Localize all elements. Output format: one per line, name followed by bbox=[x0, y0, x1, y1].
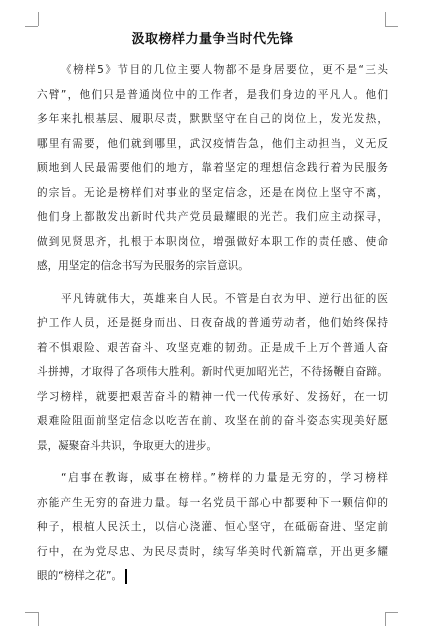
text-line: 做到见贤思齐，扎根于本职岗位，增强做好本职工作的责任感、使命 bbox=[37, 235, 388, 248]
text-line: “启事在教诲，威事在榜样。”榜样的力量是无穷的，学习榜样 bbox=[61, 472, 388, 484]
text-line: 景，凝聚奋斗共识，争取更大的进步。 bbox=[37, 439, 218, 452]
paragraph-3 bbox=[37, 466, 388, 589]
text-cursor bbox=[125, 569, 127, 584]
corner-mark-bottom-left-v bbox=[38, 612, 39, 626]
text-line-content: 眼的“榜样之花”。 bbox=[37, 570, 123, 582]
text-line: 多年来扎根基层、履职尽责，默默坚守在自己的岗位上，发光发热， bbox=[37, 113, 388, 125]
text-line: 种子，根植人民沃土，以信心浇灌、恒心坚守，在砥砺奋进、坚定前 bbox=[37, 521, 388, 533]
corner-mark-top-right-v bbox=[385, 12, 386, 26]
paragraph-2 bbox=[37, 287, 388, 459]
text-line: 《榜样5》节目的几位主要人物都不是身居要位，更不是“三头 bbox=[61, 64, 388, 76]
text-line: 他们身上都散发出新时代共产党员最耀眼的光芒。我们应主动探寻， bbox=[37, 211, 388, 223]
text-line: 艰难险阻面前坚定信念以吃苦在前、攻坚在前的奋斗姿态实现美好愿 bbox=[37, 415, 388, 427]
document-title: 汲取榜样力量争当时代先锋 bbox=[131, 32, 294, 47]
text-line: 斗拼搏，才取得了各项伟大胜利。新时代更加昭光芒，不待扬鞭自奋蹄。 bbox=[37, 366, 388, 378]
text-line: 行中，在为党尽忠、为民尽责时，续写华美时代新篇章，开出更多耀 bbox=[37, 545, 388, 558]
corner-mark-top-left-v bbox=[38, 12, 39, 26]
text-line: 着不惧艰险、艰苦奋斗、攻坚克难的韧劲。正是成千上万个普通人奋 bbox=[37, 341, 388, 354]
text-line: 平凡铸就伟大，英雄来自人民。不管是白衣为甲、逆行出征的医 bbox=[61, 292, 388, 305]
corner-mark-bottom-right-v bbox=[385, 612, 386, 626]
paragraph-1 bbox=[37, 58, 388, 279]
corner-mark-bottom-left-h bbox=[25, 612, 38, 613]
text-line: 的宗旨。无论是榜样们对事业的坚定信念，还是在岗位上坚守不离， bbox=[37, 186, 388, 199]
corner-mark-top-left-h bbox=[25, 26, 38, 27]
text-line: 感，用坚定的信念书写为民服务的宗旨意识。 bbox=[37, 260, 249, 272]
text-line: 顾地到人民最需要他们的地方，靠着坚定的理想信念践行着为民服务 bbox=[37, 162, 388, 174]
text-line: 六臂”，他们只是普通岗位中的工作者，是我们身边的平凡人。他们 bbox=[37, 88, 388, 101]
corner-mark-top-right-h bbox=[385, 26, 398, 27]
text-line: 学习榜样，就要把艰苦奋斗的精神一代一代传承好、发扬好，在一切 bbox=[37, 390, 388, 403]
document-body[interactable] bbox=[37, 28, 388, 589]
text-line-last bbox=[37, 564, 388, 589]
text-line: 护工作人员，还是挺身而出、日夜奋战的普通劳动者，他们始终保持 bbox=[37, 317, 388, 329]
text-line: 哪里有需要，他们就到哪里，武汉疫情告急，他们主动担当，义无反 bbox=[37, 137, 388, 150]
corner-mark-bottom-right-h bbox=[385, 612, 398, 613]
text-line: 亦能产生无穷的奋进力量。每一名党员干部心中都要种下一颗信仰的 bbox=[37, 496, 388, 509]
